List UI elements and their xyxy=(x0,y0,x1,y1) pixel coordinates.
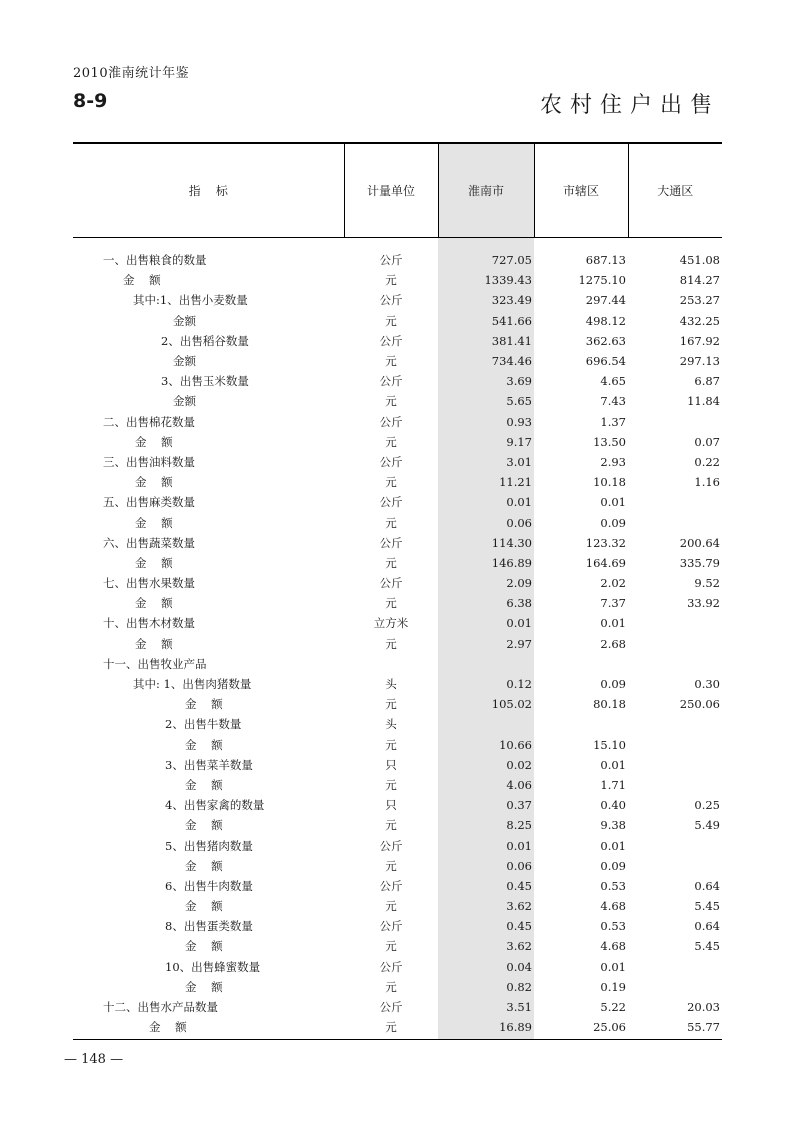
value-datong: 297.13 xyxy=(679,354,720,369)
value-huainan: 0.01 xyxy=(438,492,534,512)
value-urban: 7.43 xyxy=(600,394,626,409)
value-huainan: 2.97 xyxy=(438,634,534,654)
value-huainan: 323.49 xyxy=(438,290,534,310)
row-label: 金 额 xyxy=(185,939,223,954)
row-unit: 元 xyxy=(385,475,397,490)
row-unit: 公斤 xyxy=(379,374,403,389)
value-datong xyxy=(628,492,722,512)
row-unit: 公斤 xyxy=(379,333,403,348)
row-unit: 元 xyxy=(385,737,397,752)
row-label: 金 额 xyxy=(185,899,223,914)
row-label: 8、出售蛋类数量 xyxy=(165,919,253,934)
value-datong xyxy=(628,412,722,432)
row-label: 五、出售麻类数量 xyxy=(103,495,195,510)
row-label: 4、出售家禽的数量 xyxy=(165,798,265,813)
value-urban: 15.10 xyxy=(593,737,626,752)
value-huainan: 146.89 xyxy=(438,553,534,573)
value-huainan: 0.93 xyxy=(438,412,534,432)
row-unit: 公斤 xyxy=(379,919,403,934)
value-huainan: 0.01 xyxy=(438,835,534,855)
table-row xyxy=(73,432,722,452)
row-unit: 元 xyxy=(385,636,397,651)
table-row xyxy=(73,936,722,956)
value-datong: 5.45 xyxy=(694,939,720,954)
table-row xyxy=(73,654,722,674)
row-label: 金额 xyxy=(173,354,196,369)
value-datong xyxy=(628,512,722,532)
value-datong: 0.64 xyxy=(694,878,720,893)
row-unit: 公斤 xyxy=(379,838,403,853)
value-urban: 687.13 xyxy=(585,253,626,268)
value-datong: 0.25 xyxy=(694,798,720,813)
yearbook-title: 2010淮南统计年鉴 xyxy=(73,66,190,81)
value-huainan: 0.01 xyxy=(438,613,534,633)
row-label: 金 额 xyxy=(123,273,161,288)
table-row xyxy=(73,896,722,916)
row-unit: 公斤 xyxy=(379,414,403,429)
row-label: 金 额 xyxy=(135,555,173,570)
table-row xyxy=(73,290,722,310)
table-row xyxy=(73,391,722,411)
value-huainan: 3.62 xyxy=(438,896,534,916)
section-number: 8-9 xyxy=(73,90,108,112)
value-huainan: 0.45 xyxy=(438,916,534,936)
row-label: 金 额 xyxy=(135,636,173,651)
value-datong: 33.92 xyxy=(687,596,720,611)
row-unit: 元 xyxy=(385,354,397,369)
table-row xyxy=(73,775,722,795)
value-urban: 297.44 xyxy=(585,293,626,308)
page-number: — 148 — xyxy=(64,1052,124,1067)
row-label: 十一、出售牧业产品 xyxy=(103,656,207,671)
value-datong: 5.45 xyxy=(694,899,720,914)
row-label: 金 额 xyxy=(185,777,223,792)
table-row xyxy=(73,270,722,290)
value-datong xyxy=(628,654,722,674)
row-label: 金额 xyxy=(173,313,196,328)
value-urban: 5.22 xyxy=(600,1000,626,1015)
value-datong: 11.84 xyxy=(687,394,720,409)
table-row xyxy=(73,492,722,512)
header-huainan: 淮南市 xyxy=(438,143,534,238)
value-datong: 167.92 xyxy=(679,333,720,348)
row-label: 其中: 1、出售肉猪数量 xyxy=(133,677,252,692)
header-datong: 大通区 xyxy=(628,143,722,238)
data-table xyxy=(73,142,722,1040)
row-label: 3、出售玉米数量 xyxy=(161,374,249,389)
row-label: 2、出售牛数量 xyxy=(165,717,242,732)
row-label: 金额 xyxy=(173,394,196,409)
value-datong: 432.25 xyxy=(679,313,720,328)
value-urban: 0.01 xyxy=(600,838,626,853)
table-row xyxy=(73,714,722,734)
table-row xyxy=(73,412,722,432)
value-urban: 0.01 xyxy=(600,959,626,974)
row-unit: 元 xyxy=(385,394,397,409)
row-unit: 公斤 xyxy=(379,878,403,893)
row-unit: 元 xyxy=(385,697,397,712)
value-urban: 0.19 xyxy=(600,979,626,994)
value-urban: 0.09 xyxy=(600,515,626,530)
row-label: 金 额 xyxy=(135,596,173,611)
value-huainan: 2.09 xyxy=(438,573,534,593)
row-label: 十二、出售水产品数量 xyxy=(103,1000,218,1015)
row-label: 一、出售粮食的数量 xyxy=(103,253,207,268)
table-title: 农村住户出售 xyxy=(539,93,720,118)
value-huainan: 11.21 xyxy=(438,472,534,492)
header-urban: 市辖区 xyxy=(534,143,628,238)
value-datong: 5.49 xyxy=(694,818,720,833)
value-datong: 1.16 xyxy=(694,475,720,490)
table-row xyxy=(73,553,722,573)
table-row xyxy=(73,916,722,936)
value-huainan: 3.51 xyxy=(438,997,534,1017)
table-row xyxy=(73,694,722,714)
table-row xyxy=(73,1017,722,1040)
value-huainan: 10.66 xyxy=(438,735,534,755)
value-huainan: 114.30 xyxy=(438,533,534,553)
value-huainan: 0.04 xyxy=(438,957,534,977)
value-huainan: 0.12 xyxy=(438,674,534,694)
value-urban: 25.06 xyxy=(534,1017,628,1040)
value-huainan: 6.38 xyxy=(438,593,534,613)
row-unit xyxy=(344,654,438,674)
row-unit: 只 xyxy=(385,798,397,813)
value-urban: 80.18 xyxy=(593,697,626,712)
value-urban: 164.69 xyxy=(585,555,626,570)
row-label: 六、出售蔬菜数量 xyxy=(103,535,195,550)
value-datong xyxy=(628,613,722,633)
row-label: 二、出售棉花数量 xyxy=(103,414,195,429)
value-huainan: 0.45 xyxy=(438,876,534,896)
value-urban: 9.38 xyxy=(600,818,626,833)
row-unit: 公斤 xyxy=(379,535,403,550)
value-datong xyxy=(628,634,722,654)
row-unit: 元 xyxy=(385,313,397,328)
table-row xyxy=(73,755,722,775)
value-datong xyxy=(628,755,722,775)
row-unit: 立方米 xyxy=(373,616,409,631)
value-urban: 0.09 xyxy=(600,677,626,692)
value-urban: 7.37 xyxy=(600,596,626,611)
table-row xyxy=(73,472,722,492)
value-datong xyxy=(628,957,722,977)
row-unit: 公斤 xyxy=(379,495,403,510)
value-urban xyxy=(534,654,628,674)
row-unit: 元 xyxy=(385,899,397,914)
value-urban: 2.68 xyxy=(600,636,626,651)
value-huainan: 3.01 xyxy=(438,452,534,472)
row-unit: 元 xyxy=(385,596,397,611)
value-huainan: 1339.43 xyxy=(438,270,534,290)
value-huainan: 0.37 xyxy=(438,795,534,815)
header-indicator: 指 标 xyxy=(73,143,344,238)
value-datong: 253.27 xyxy=(679,293,720,308)
row-unit: 元 xyxy=(385,858,397,873)
value-urban: 0.53 xyxy=(600,919,626,934)
value-datong xyxy=(628,856,722,876)
value-huainan: 541.66 xyxy=(438,311,534,331)
value-datong xyxy=(628,977,722,997)
row-unit: 元 xyxy=(344,1017,438,1040)
value-huainan: 0.02 xyxy=(438,755,534,775)
value-huainan: 727.05 xyxy=(438,250,534,270)
value-urban: 4.68 xyxy=(600,939,626,954)
value-urban: 0.40 xyxy=(600,798,626,813)
row-unit: 头 xyxy=(385,677,397,692)
row-label: 金 额 xyxy=(135,434,173,449)
value-urban: 4.68 xyxy=(600,899,626,914)
row-label: 十、出售木材数量 xyxy=(103,616,195,631)
row-label: 金 额 xyxy=(185,858,223,873)
table-header xyxy=(73,143,722,238)
row-unit: 元 xyxy=(385,979,397,994)
row-unit: 公斤 xyxy=(379,576,403,591)
row-unit: 元 xyxy=(385,939,397,954)
table-row xyxy=(73,593,722,613)
table-row xyxy=(73,835,722,855)
row-label: 金 额 xyxy=(73,1017,344,1040)
value-urban: 1.71 xyxy=(600,777,626,792)
row-label: 金 额 xyxy=(135,515,173,530)
value-datong: 451.08 xyxy=(679,253,720,268)
row-unit: 元 xyxy=(385,515,397,530)
table-row xyxy=(73,957,722,977)
value-huainan xyxy=(438,714,534,734)
row-unit: 只 xyxy=(385,757,397,772)
row-label: 5、出售猪肉数量 xyxy=(165,838,253,853)
value-huainan: 4.06 xyxy=(438,775,534,795)
row-unit: 公斤 xyxy=(379,959,403,974)
row-unit: 公斤 xyxy=(379,454,403,469)
value-urban: 0.01 xyxy=(600,495,626,510)
value-datong: 0.22 xyxy=(694,454,720,469)
row-unit: 公斤 xyxy=(379,1000,403,1015)
row-label: 金 额 xyxy=(135,475,173,490)
row-label: 七、出售水果数量 xyxy=(103,576,195,591)
row-label: 2、出售稻谷数量 xyxy=(161,333,249,348)
table-row xyxy=(73,311,722,331)
value-huainan: 16.89 xyxy=(438,1017,534,1040)
row-label: 10、出售蜂蜜数量 xyxy=(165,959,261,974)
value-huainan: 734.46 xyxy=(438,351,534,371)
value-datong: 55.77 xyxy=(628,1017,722,1040)
value-huainan: 0.06 xyxy=(438,512,534,532)
value-urban: 2.02 xyxy=(600,576,626,591)
value-huainan: 3.62 xyxy=(438,936,534,956)
table-row xyxy=(73,573,722,593)
value-huainan: 0.82 xyxy=(438,977,534,997)
table-row xyxy=(73,735,722,755)
table-row xyxy=(73,856,722,876)
value-urban: 1.37 xyxy=(600,414,626,429)
value-huainan: 8.25 xyxy=(438,815,534,835)
value-huainan: 9.17 xyxy=(438,432,534,452)
value-datong: 20.03 xyxy=(687,1000,720,1015)
value-huainan xyxy=(438,654,534,674)
table-row xyxy=(73,371,722,391)
row-unit: 元 xyxy=(385,434,397,449)
table-row xyxy=(73,250,722,270)
row-unit: 公斤 xyxy=(379,253,403,268)
row-label: 金 额 xyxy=(185,697,223,712)
header-unit: 计量单位 xyxy=(344,143,438,238)
value-datong: 814.27 xyxy=(679,273,720,288)
value-urban xyxy=(534,714,628,734)
row-unit: 头 xyxy=(385,717,397,732)
table-row xyxy=(73,512,722,532)
value-datong xyxy=(628,835,722,855)
value-urban: 13.50 xyxy=(593,434,626,449)
table-row xyxy=(73,533,722,553)
value-urban: 0.01 xyxy=(600,616,626,631)
value-urban: 123.32 xyxy=(585,535,626,550)
row-label: 其中:1、出售小麦数量 xyxy=(133,293,248,308)
value-urban: 0.53 xyxy=(600,878,626,893)
value-datong: 200.64 xyxy=(679,535,720,550)
table-row xyxy=(73,331,722,351)
value-urban: 0.09 xyxy=(600,858,626,873)
value-urban: 498.12 xyxy=(585,313,626,328)
value-urban: 362.63 xyxy=(585,333,626,348)
value-urban: 4.65 xyxy=(600,374,626,389)
row-unit: 元 xyxy=(385,273,397,288)
data-table-wrapper xyxy=(73,142,722,1040)
value-datong: 9.52 xyxy=(694,576,720,591)
row-label: 金 额 xyxy=(185,818,223,833)
table-row xyxy=(73,452,722,472)
row-unit: 公斤 xyxy=(379,293,403,308)
value-datong: 0.30 xyxy=(694,677,720,692)
row-unit: 元 xyxy=(385,818,397,833)
value-huainan: 0.06 xyxy=(438,856,534,876)
value-huainan: 105.02 xyxy=(438,694,534,714)
table-row xyxy=(73,351,722,371)
value-urban: 10.18 xyxy=(593,475,626,490)
table-row xyxy=(73,997,722,1017)
row-label: 6、出售牛肉数量 xyxy=(165,878,253,893)
value-huainan: 5.65 xyxy=(438,391,534,411)
value-datong: 0.64 xyxy=(694,919,720,934)
value-datong: 335.79 xyxy=(679,555,720,570)
table-row xyxy=(73,795,722,815)
table-row xyxy=(73,634,722,654)
value-datong xyxy=(628,714,722,734)
row-label: 金 额 xyxy=(185,979,223,994)
row-label: 金 额 xyxy=(185,737,223,752)
value-urban: 1275.10 xyxy=(578,273,626,288)
row-unit: 元 xyxy=(385,777,397,792)
value-urban: 2.93 xyxy=(600,454,626,469)
value-datong xyxy=(628,735,722,755)
table-row xyxy=(73,876,722,896)
row-label: 三、出售油料数量 xyxy=(103,454,195,469)
table-body xyxy=(73,238,722,1040)
value-datong: 0.07 xyxy=(694,434,720,449)
value-datong: 250.06 xyxy=(679,697,720,712)
table-row xyxy=(73,977,722,997)
table-row xyxy=(73,674,722,694)
row-unit: 元 xyxy=(385,555,397,570)
value-urban: 0.01 xyxy=(600,757,626,772)
value-huainan: 3.69 xyxy=(438,371,534,391)
value-datong: 6.87 xyxy=(694,374,720,389)
row-label: 3、出售菜羊数量 xyxy=(165,757,253,772)
table-row xyxy=(73,613,722,633)
value-datong xyxy=(628,775,722,795)
value-huainan: 381.41 xyxy=(438,331,534,351)
table-row xyxy=(73,815,722,835)
value-urban: 696.54 xyxy=(585,354,626,369)
